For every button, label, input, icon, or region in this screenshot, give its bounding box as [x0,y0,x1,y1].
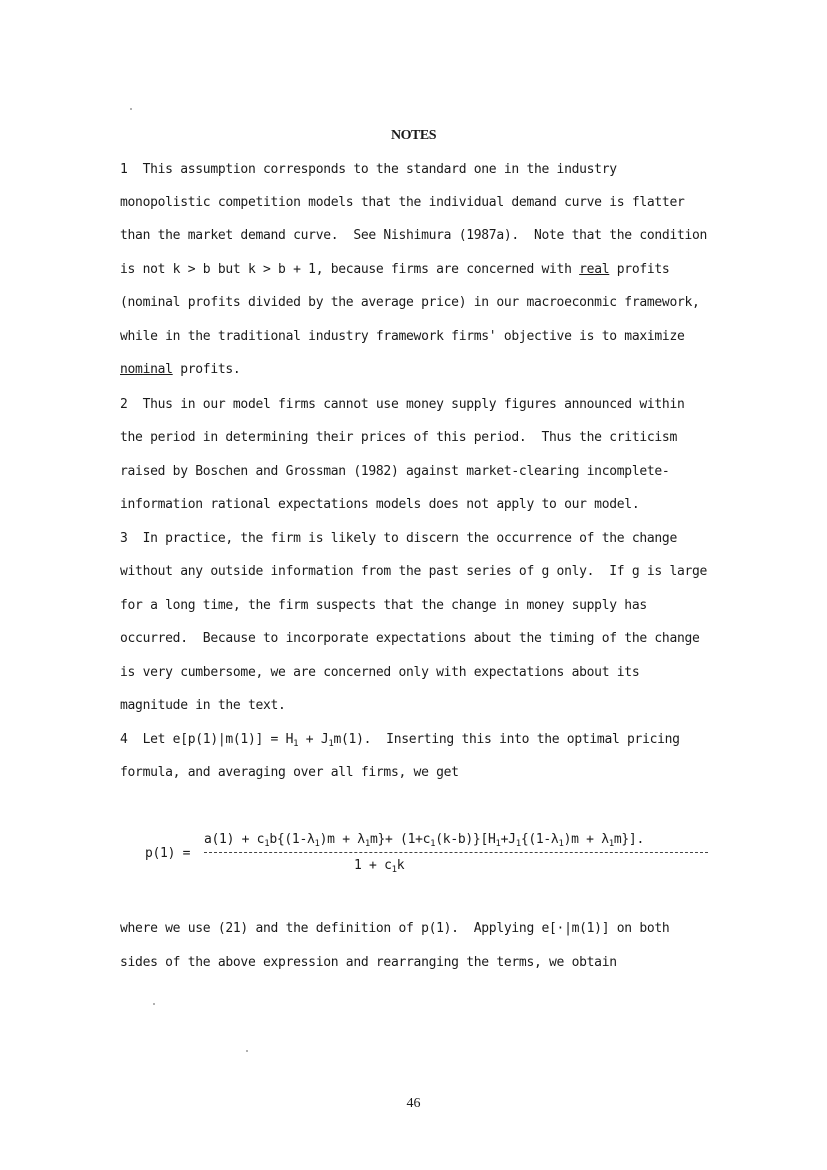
num-sub-6: 1 [515,839,521,849]
equation-numerator [204,832,644,847]
note-4-line-2: formula, and averaging over all firms, we get [120,765,459,780]
den-part-a: 1 + c [354,858,392,873]
num-sub-5: 1 [495,839,501,849]
scan-speck [130,108,132,110]
note-1-line-1: 1 This assumption corresponds to the standard one in the industry [120,162,617,177]
num-part-f: +J [500,832,516,847]
real-tail: profits [609,262,670,277]
note-1-line-4 [120,262,669,278]
note-1-line-7-text: profits. [172,362,241,377]
note-2-line-1: 2 Thus in our model firms cannot use money supply figures announced within [120,397,685,412]
equation-lhs: p(1) = [145,846,191,861]
note-4-line-1 [120,732,680,748]
num-part-h: )m + λ [563,832,609,847]
num-part-i: m}]. [613,832,644,847]
num-sub-2: 1 [314,839,320,849]
page-number: 46 [406,1096,421,1111]
note-1-line-5: (nominal profits divided by the average price) in our macroeconmic framework, [120,295,700,310]
note-2-line-3: raised by Boschen and Grossman (1982) against market-clearing incomplete- [120,464,670,479]
note-1-line-3: than the market demand curve. See Nishimura (1987a). Note that the condition [120,228,708,243]
num-part-a: a(1) + c [204,832,265,847]
note-3-line-5: is very cumbersome, we are concerned only with expectations about its [120,665,640,680]
den-part-b: k [396,858,405,873]
num-part-g: {(1-λ [520,832,559,847]
scan-speck [153,1003,155,1005]
sub-h: 1 [293,739,299,749]
scan-speck [246,1050,248,1052]
nominal-word: nominal [120,362,173,377]
note-2-line-4: information rational expectations models does not apply to our model. [120,497,640,512]
num-part-d: m}+ (1+c [369,832,431,847]
note-3-line-4: occurred. Because to incorporate expectations about the timing of the change [120,631,700,646]
note-3-line-3: for a long time, the firm suspects that the change in money supply has [120,598,647,613]
fraction-bar [204,852,708,853]
num-sub-3: 1 [364,839,370,849]
den-sub: 1 [391,865,397,875]
note-1-line-2: monopolistic competition models that the individual demand curve is flatter [120,195,685,210]
equation-denominator [354,858,404,873]
num-sub-8: 1 [608,839,614,849]
num-sub-1: 1 [264,839,270,849]
notes-heading: NOTES [391,128,436,143]
sub-j: 1 [328,739,334,749]
note-3-line-2: without any outside information from the past series of g only. If g is large [120,564,708,579]
real-word: real [579,262,610,277]
note-1-line-7 [120,362,240,378]
num-part-c: )m + λ [319,832,365,847]
after-line-2: sides of the above expression and rearranging the terms, we obtain [120,955,617,970]
note-4-let-end: m(1). Inserting this into the optimal pricing [333,732,680,747]
note-1-line-4-text: is not k > b but k > b + 1, because firms are concerned with [120,262,580,277]
num-sub-4: 1 [430,839,436,849]
note-2-line-2: the period in determining their prices of this period. Thus the criticism [120,430,677,445]
note-3-line-6: magnitude in the text. [120,698,286,713]
num-sub-7: 1 [558,839,564,849]
note-1-line-6: while in the traditional industry framework firms' objective is to maximize [120,329,685,344]
after-line-1: where we use (21) and the definition of p(1). Applying e[·|m(1)] on both [120,921,670,936]
note-4-let: 4 Let e[p(1)|m(1)] = H [120,732,294,747]
note-4-let-tail: + J [298,732,329,747]
note-3-line-1: 3 In practice, the firm is likely to discern the occurrence of the change [120,531,677,546]
num-part-e: (k-b)}[H [435,832,496,847]
num-part-b: b{(1-λ [269,832,315,847]
